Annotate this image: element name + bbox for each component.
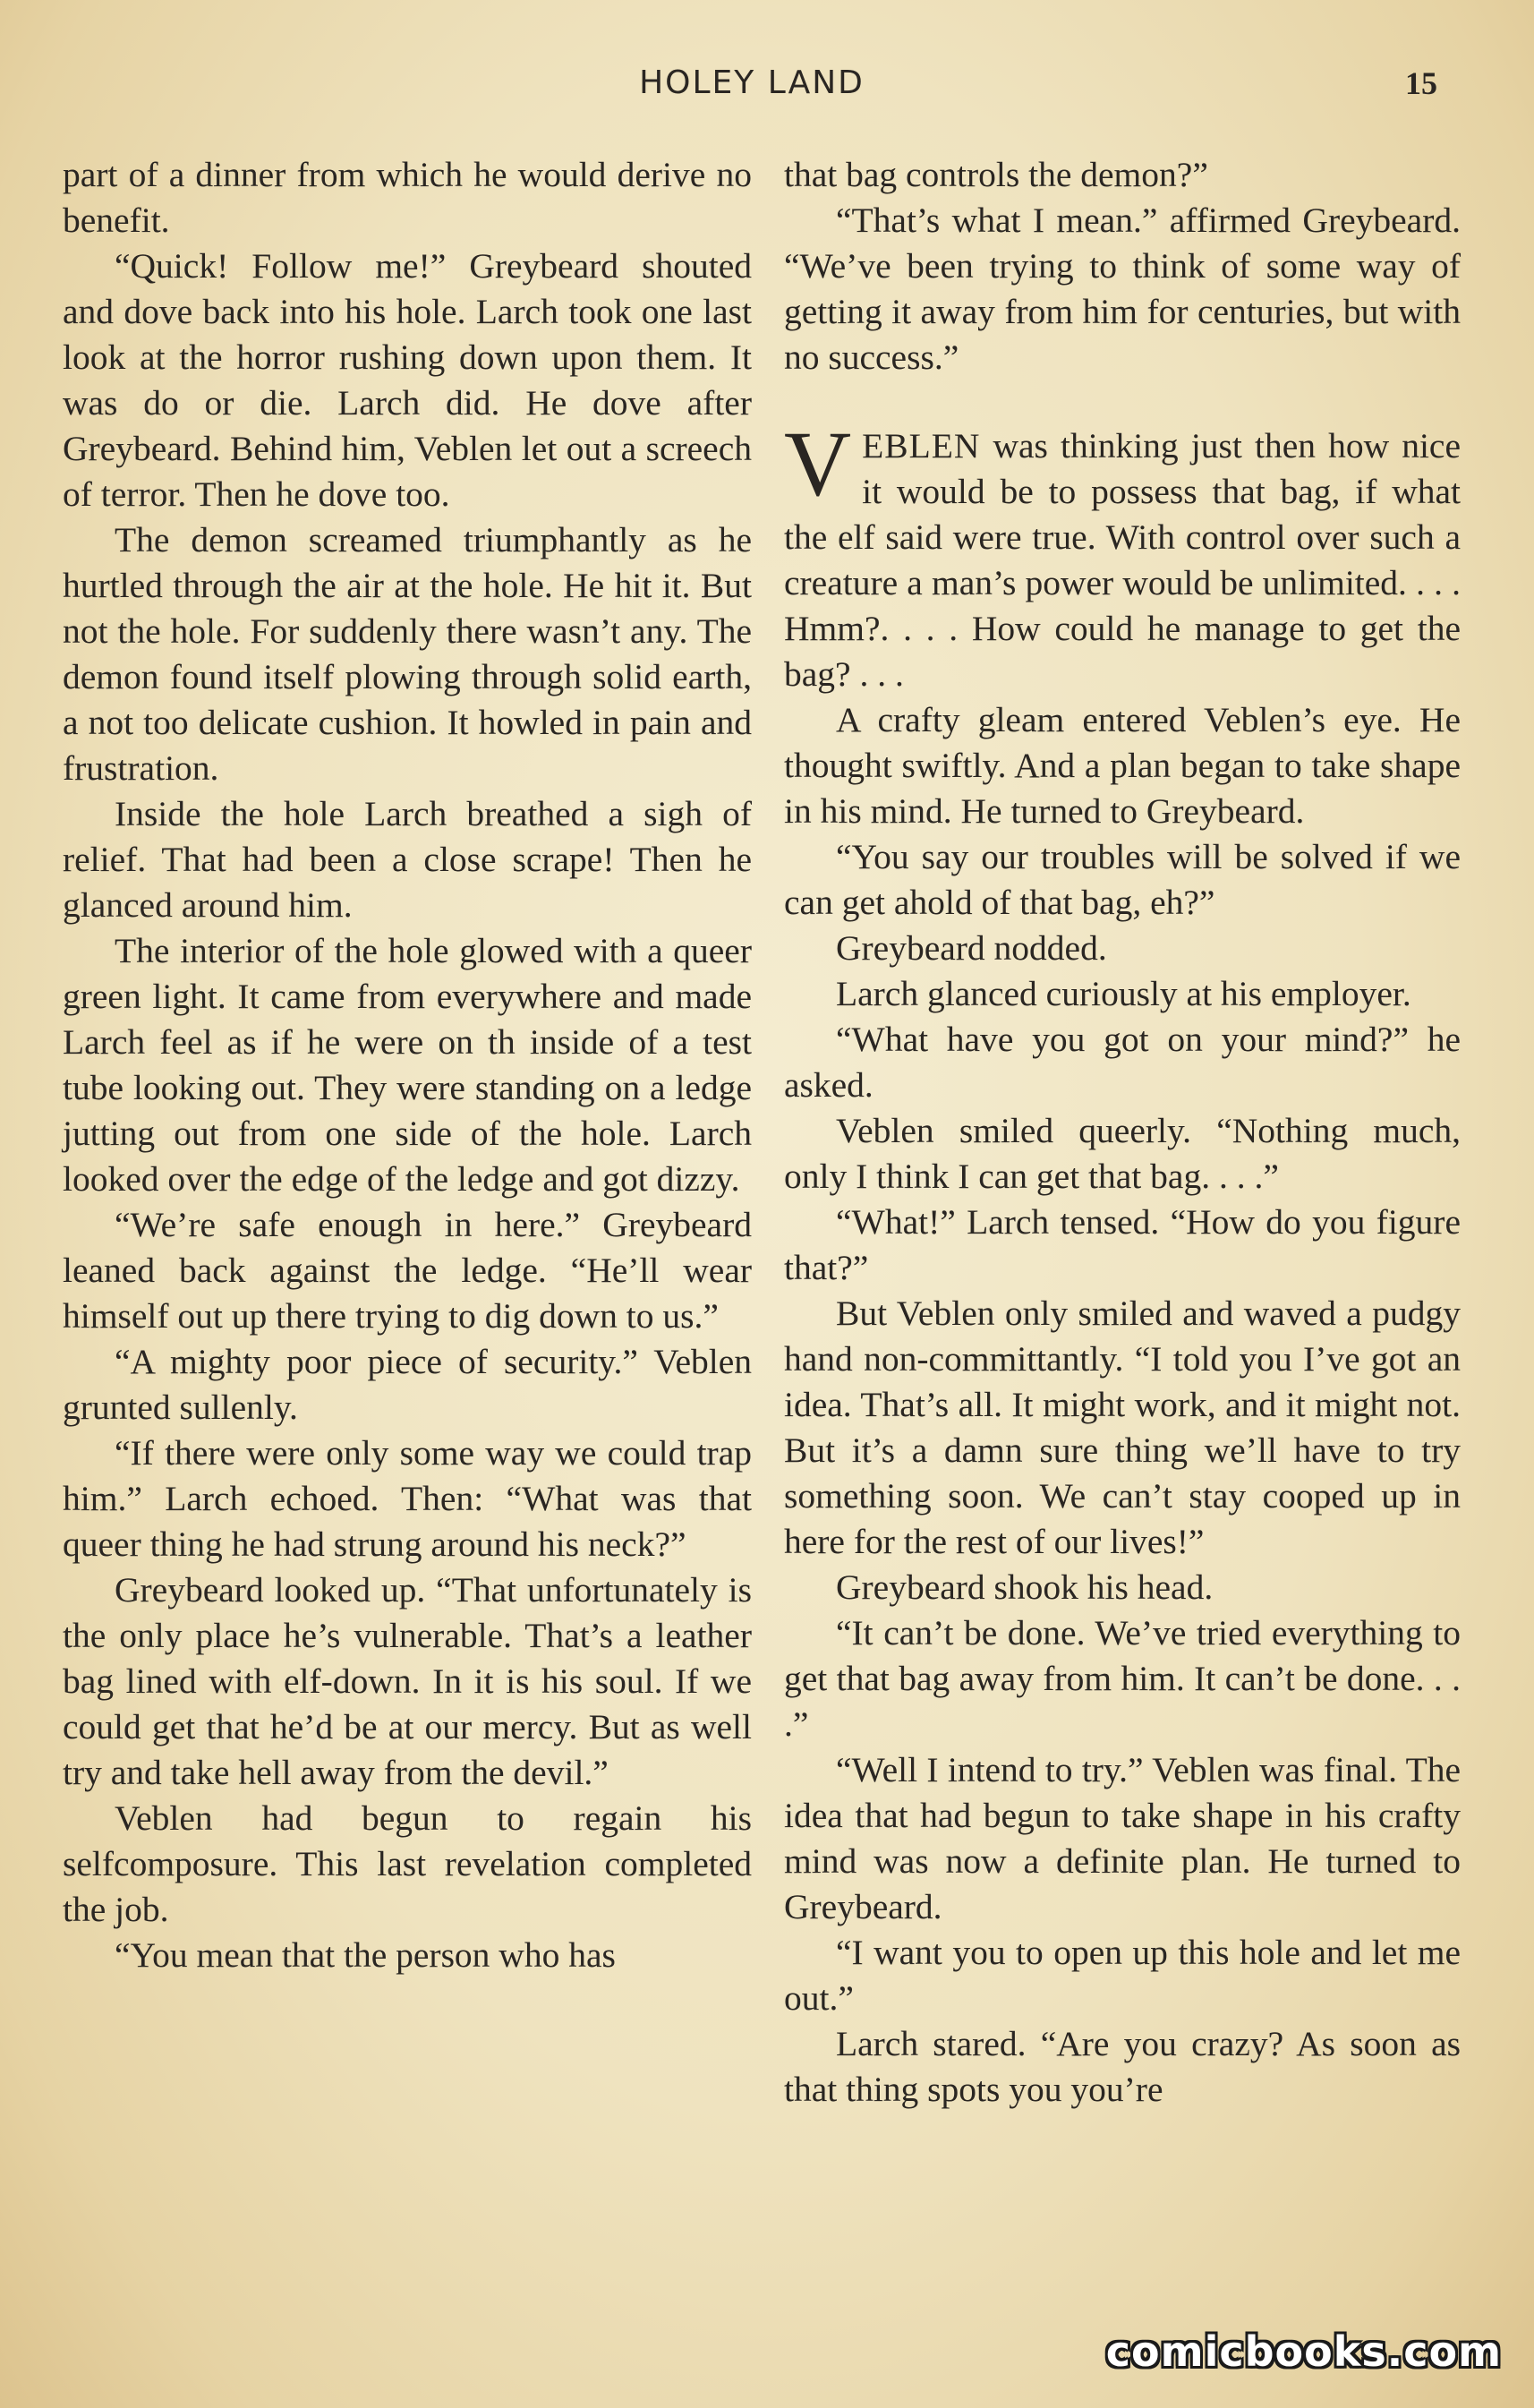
page-number: 15 bbox=[1405, 65, 1437, 101]
paragraph: “We’re safe enough in here.” Greybeard leaned back against the ledge. “He’ll wear himself out up there trying to dig down to us.” bbox=[63, 1205, 752, 1336]
section-start-text: was thinking just then how nice it would be to possess that bag, if what the elf said were true. With control over such a creature a man’s power would be unlimited. . . . Hmm?. . . . How could he manage to get the bag? . . . bbox=[784, 426, 1461, 694]
section-lead-word: EBLEN bbox=[862, 426, 981, 465]
paragraph: that bag controls the demon?” bbox=[784, 155, 1208, 194]
section-start-paragraph bbox=[784, 413, 1461, 697]
paragraph: The interior of the hole glowed with a queer green light. It came from everywhere and made Larch feel as if he were on th inside of a test tube looking out. They were standing on a ledge jutting out from one side of the hole. Larch looked over the edge of the ledge and got dizzy. bbox=[63, 931, 752, 1199]
right-column bbox=[784, 152, 1461, 2113]
paragraph: A crafty gleam entered Veblen’s eye. He thought swiftly. And a plan began to take shape in his mind. He turned to Greybeard. bbox=[784, 700, 1461, 831]
paragraph: “If there were only some way we could trap him.” Larch echoed. Then: “What was that queer thing he had strung around his neck?” bbox=[63, 1433, 752, 1564]
paragraph: Larch glanced curiously at his employer. bbox=[836, 974, 1411, 1013]
paragraph: Veblen had begun to regain his selfcomposure. This last revelation completed the job. bbox=[63, 1798, 752, 1929]
paragraph: Greybeard looked up. “That unfortunately is the only place he’s vulnerable. That’s a leather bag lined with elf-down. In it is his soul. If we could get that he’d be at our mercy. But as well try and take hell away from the devil.” bbox=[63, 1570, 752, 1792]
paragraph: “It can’t be done. We’ve tried everything to get that bag away from him. It can’t be done. . . .” bbox=[784, 1613, 1461, 1744]
paragraph: “That’s what I mean.” affirmed Greybeard. “We’ve been trying to think of some way of getting it away from him for centuries, but with no success.” bbox=[784, 201, 1461, 377]
paragraph: “I want you to open up this hole and let me out.” bbox=[784, 1933, 1461, 2018]
paragraph: Inside the hole Larch breathed a sigh of relief. That had been a close scrape! Then he glanced around him. bbox=[63, 794, 752, 925]
paragraph: part of a dinner from which he would derive no benefit. bbox=[63, 155, 752, 240]
paragraph: But Veblen only smiled and waved a pudgy hand non-committantly. “I told you I’ve got an idea. That’s all. It might work, and it might not. But it’s a damn sure thing we’ll have to try something soon. We can’t stay cooped up in here for the rest of our lives!” bbox=[784, 1294, 1461, 1561]
running-title: HOLEY LAND bbox=[639, 64, 865, 101]
paragraph: The demon screamed triumphantly as he hurtled through the air at the hole. He hit it. But not the hole. For suddenly there wasn’t any. The demon found itself plowing through solid earth, a not too delicate cushion. It howled in pain and frustration. bbox=[63, 520, 752, 788]
drop-cap: V bbox=[784, 413, 852, 516]
paragraph: Veblen smiled queerly. “Nothing much, only I think I can get that bag. . . .” bbox=[784, 1111, 1461, 1196]
paragraph: Larch stared. “Are you crazy? As soon as that thing spots you you’re bbox=[784, 2024, 1461, 2109]
paragraph: “You say our troubles will be solved if we can get ahold of that bag, eh?” bbox=[784, 837, 1461, 922]
running-head bbox=[0, 64, 1534, 109]
paragraph: “Quick! Follow me!” Greybeard shouted and dove back into his hole. Larch took one last look at the horror rushing down upon them. It was do or die. Larch did. He dove after Greybeard. Behind him, Veblen let out a screech of terror. Then he dove too. bbox=[63, 246, 752, 514]
paragraph: “What have you got on your mind?” he asked. bbox=[784, 1020, 1461, 1105]
paragraph: Greybeard nodded. bbox=[836, 928, 1107, 968]
paragraph: Greybeard shook his head. bbox=[836, 1567, 1214, 1607]
paragraph: “Well I intend to try.” Veblen was final. The idea that had begun to take shape in his crafty mind was now a definite plan. He turned to Greybeard. bbox=[784, 1750, 1461, 1926]
left-column bbox=[63, 152, 752, 1978]
site-watermark: comicbooks.com bbox=[1105, 2327, 1502, 2376]
paragraph: “A mighty poor piece of security.” Veblen grunted sullenly. bbox=[63, 1342, 752, 1427]
paragraph: “What!” Larch tensed. “How do you figure that?” bbox=[784, 1202, 1461, 1287]
paragraph: “You mean that the person who has bbox=[115, 1935, 616, 1975]
